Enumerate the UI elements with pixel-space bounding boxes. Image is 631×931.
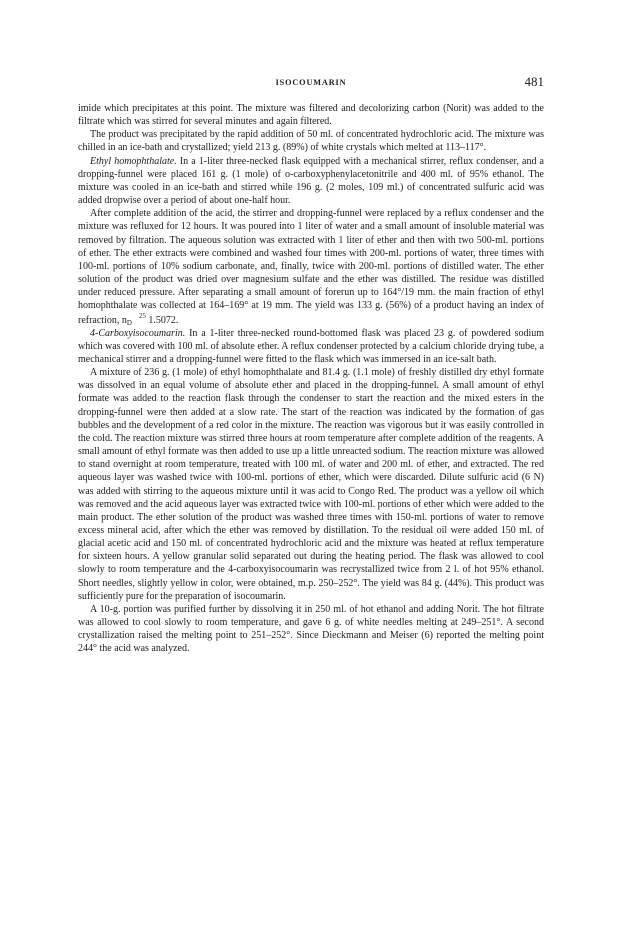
refraction-superscript: 25 <box>138 311 146 320</box>
paragraph-text: imide which precipitates at this point. The mixture was filtered and decolorizing carbon (Norit) was added to the filtrate which was stirred for several minutes and again filtered. <box>78 103 544 128</box>
journal-page <box>78 74 544 656</box>
paragraph-text: The product was precipitated by the rapid addition of 50 ml. of concentrated hydrochloric acid. The mixture was chilled in an ice-bath and crystallized; yield 213 g. (89%) of white crystals which melted at 113–117°. <box>78 129 544 154</box>
paragraph-purification <box>78 603 544 656</box>
paragraph-tail: 1.5072. <box>145 314 179 326</box>
paragraph-ethyl-homophthalate <box>78 155 544 208</box>
body-text <box>78 102 544 656</box>
page-number: 481 <box>524 74 544 89</box>
refraction-index-scripts <box>127 313 146 327</box>
paragraph-text: A mixture of 236 g. (1 mole) of ethyl homophthalate and 81.4 g. (1.1 mole) of freshly distilled dry ethyl formate was dissolved in an equal volume of absolute ether and placed in the dropping-funnel. A small amount of ethyl formate was added to the reaction flask through the condenser to start the reaction and the mixed esters in the dropping-funnel were then added at a slow rate. The start of the reaction was indicated by the formation of gas bubbles and the development of a red color in the mixture. The reaction was vigorous but it was easily controlled in the cold. The reaction mixture was stirred three hours at room temperature after complete addition of the reagents. A small amount of ethyl formate was then added to use up a little unreacted sodium. The reaction mixture was allowed to stand overnight at room temperature, treated with 100 ml. of water and 200 ml. of ether, and extracted. The red aqueous layer was washed twice with 100-ml. portions of ether, which were discarded. Dilute sulfuric acid (6 N) was added with stirring to the aqueous mixture until it was acid to Congo Red. The product was a yellow oil which was removed and the acid aqueous layer was extracted twice with 100-ml. portions of ether which were added to the main product. The ether solution of the product was washed three times with 150-ml. portions of water to remove excess mineral acid, after which the ether was removed by distillation. To the residual oil were added 150 ml. of glacial acetic acid and 150 ml. of concentrated hydrochloric acid and the mixture was heated at reflux temperature for sixteen hours. A yellow granular solid separated out during the heating period. The flask was allowed to cool slowly to room temperature and the 4-carboxyisocoumarin was recrystallized twice from 2 l. of hot 95% ethanol. Short needles, slightly yellow in color, were obtained, m.p. 250–252°. The yield was 84 g. (44%). This product was sufficiently pure for the preparation of isocoumarin. <box>78 367 544 602</box>
paragraph-reaction <box>78 366 544 603</box>
paragraph-text: In a 1-liter three-necked flask equipped with a mechanical stirrer, reflux condenser, and a dropping-funnel were placed 161 g. (1 mole) of o-carboxyphenylacetonitrile and 400 ml. of 95% ethanol. The mixture was cooled in an ice-bath and stirred while 196 g. (2 moles, 109 ml.) of concentrated sulfuric acid was added dropwise over a period of about one-half hour. <box>78 155 544 207</box>
section-lead-ethyl-homophthalate: Ethyl homophthalate. <box>90 155 177 167</box>
paragraph-text: In a 1-liter three-necked round-bottomed flask was placed 23 g. of powdered sodium which was covered with 100 ml. of absolute ether. A reflux condenser protected by a calcium chloride drying tube, a mechanical stirrer and a dropping-funnel were fitted to the flask which was immersed in an ice-salt bath. <box>78 327 544 365</box>
paragraph-reflux <box>78 207 544 326</box>
paragraph-continuation <box>78 102 544 128</box>
page-header <box>78 74 544 92</box>
running-title: ISOCOUMARIN <box>275 78 347 87</box>
refraction-subscript: D <box>126 318 132 327</box>
section-lead-carboxyisocoumarin: 4-Carboxyisocoumarin. <box>90 327 186 339</box>
paragraph-text: A 10-g. portion was purified further by dissolving it in 250 ml. of hot ethanol and adding Norit. The hot filtrate was allowed to cool slowly to room temperature, and gave 6 g. of white needles melting at 249–251°. A second crystallization raised the melting point to 251–252°. Since Dieckmann and Meiser (6) reported the melting point 244° the acid was analyzed. <box>78 603 544 655</box>
paragraph-carboxyisocoumarin <box>78 327 544 366</box>
paragraph-text: After complete addition of the acid, the stirrer and dropping-funnel were replaced by a reflux condenser and the mixture was refluxed for 12 hours. It was poured into 1 liter of water and a small amount of insoluble material was removed by filtration. The aqueous solution was extracted with 1 liter of ether and then with two 500-ml. portions of ether. The ether extracts were combined and washed four times with 200-ml. portions of water, three times with 100-ml. portions of 10% sodium carbonate, and, finally, twice with 200-ml. portions of distilled water. The ether solution of the product was dried over magnesium sulfate and the ether was distilled. The residue was distilled under reduced pressure. After separating a small amount of forerun up to 164°/19 mm. the main fraction of ethyl homophthalate was collected at 164–169° at 19 mm. The yield was 133 g. (56%) of a product having an index of refraction, n <box>78 208 544 326</box>
paragraph-precipitation <box>78 128 544 154</box>
